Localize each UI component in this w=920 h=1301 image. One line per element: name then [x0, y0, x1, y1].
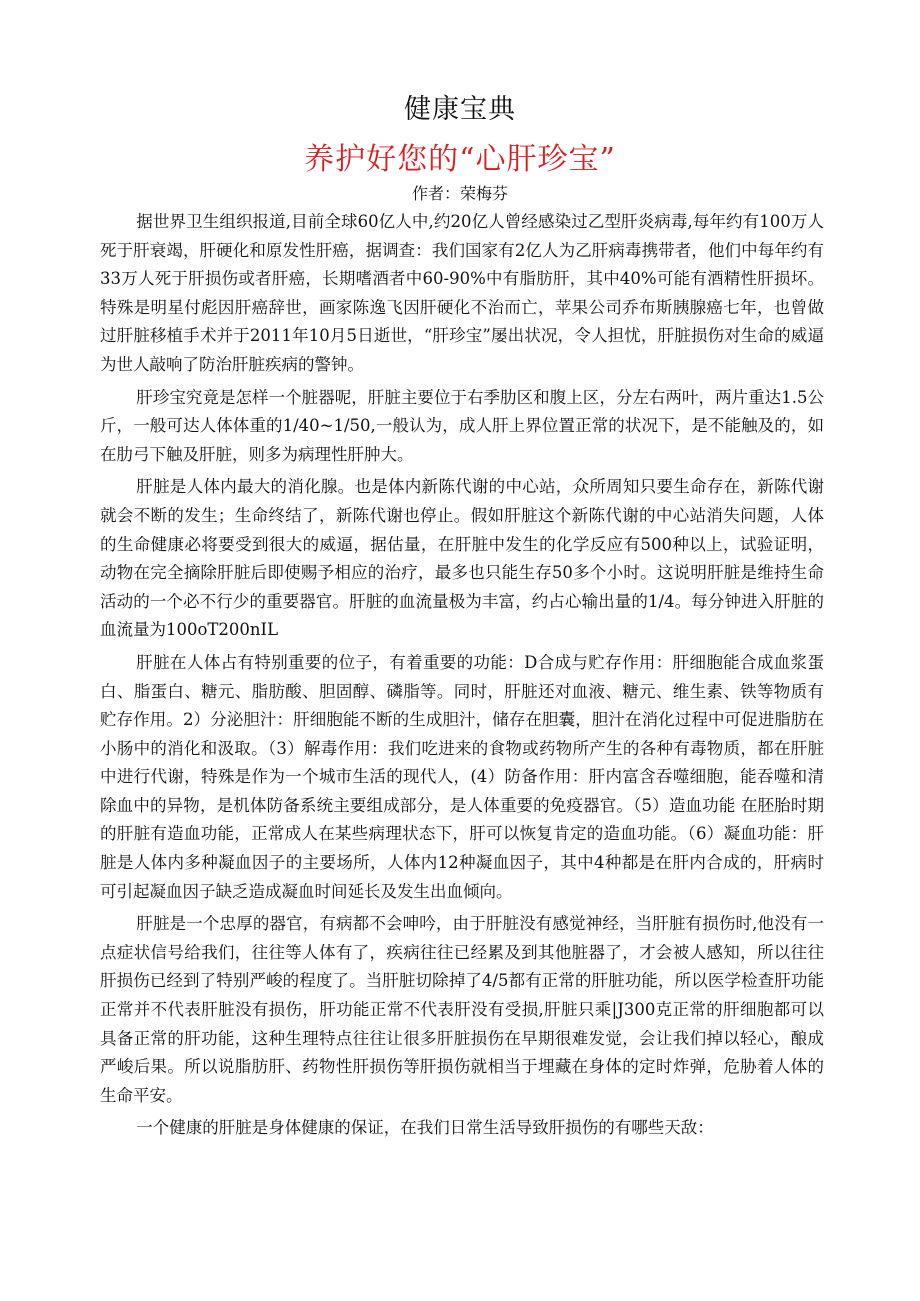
paragraph-liver-enemies: 一个健康的肝脏是身体健康的保证，在我们日常生活导致肝损伤的有哪些天敌：: [136, 1118, 714, 1138]
paragraph-silent-organ: 肝脏是一个忠厚的器官，有病都不会呻吟，由于肝脏没有感觉神经，当肝脏有损伤时,他没有一点症状信号给我们，往往等人体有了，疾病往往已经累及到其他脏器了，才会被人感知，所以往往肝损伤已经到了特别严峻的程度了。当肝脏切除掉了4/5都有正常的肝脏功能，所以医学检查肝功能正常并不代表肝脏没有损伤，肝功能正常不代表肝没有受损,肝脏只乘|J300克正常的肝细胞都可以具备正常的肝功能，这种生理特点往往让很多肝脏损伤在早期很难发觉，会让我们掉以轻心，酿成严峻后果。所以说脂肪肝、药物性肝损伤等肝损伤就相当于埋藏在身体的定时炸弹，危胁着人体的生命平安。: [100, 914, 824, 1105]
author-line: 作者：荣梅芬: [411, 184, 508, 203]
document-subtitle: 养护好您的“心肝珍宝”: [304, 142, 616, 177]
article-body: [100, 208, 824, 1143]
paragraph-liver-functions: 肝脏在人体占有特别重要的位子，有着重要的功能：D合成与贮存作用：肝细胞能合成血浆蛋白、脂蛋白、糖元、脂肪酸、胆固醇、磷脂等。同时，肝脏还对血液、糖元、维生素、铁等物质有贮存作用。2）分泌胆汁：肝细胞能不断的生成胆汁，储存在胆囊，胆汁在消化过程中可促进脂肪在小肠中的消化和汲取。（3）解毒作用：我们吃进来的食物或药物所产生的各种有毒物质，都在肝脏中进行代谢，特殊是作为一个城市生活的现代人，(4）防备作用：肝内富含吞噬细胞，能吞噬和清除血中的异物，是机体防备系统主要组成部分，是人体重要的免疫器官。（5）造血功能 在胚胎时期的肝脏有造血功能，正常成人在某些病理状态下，肝可以恢复肯定的造血功能。（6）凝血功能：肝脏是人体内多种凝血因子的主要场所，人体内12种凝血因子，其中4种都是在肝内合成的，肝病时可引起凝血因子缺乏造成凝血时间延长及发生出血倾向。: [100, 652, 824, 901]
paragraph-intro: 据世界卫生组织报道,目前全球60亿人中,约20亿人曾经感染过乙型肝炎病毒,每年约有100万人死于肝衰竭，肝硬化和原发性肝癌，据调查：我们国家有2亿人为乙肝病毒携带者，他们中每年约有33万人死于肝损伤或者肝癌，长期嗜酒者中60-90%中有脂肪肝，其中40%可能有酒精性肝损坏。特殊是明星付彪因肝癌辞世，画家陈逸飞因肝硬化不治而亡，苹果公司乔布斯胰腺癌七年，也曾做过肝脏移植手术并于2011年10月5日逝世，“肝珍宝”屡出状况，令人担忧，肝脏损伤对生命的威逼为世人敲响了防治肝脏疾病的警钟。: [100, 212, 824, 374]
paragraph-digestive-gland: 肝脏是人体内最大的消化腺。也是体内新陈代谢的中心站，众所周知只要生命存在，新陈代谢就会不断的发生；生命终结了，新陈代谢也停止。假如肝脏这个新陈代谢的中心站消失问题，人体的生命健康必将要受到很大的威逼，据估量，在肝脏中发生的化学反应有500种以上，试验证明，动物在完全摘除肝脏后即使赐予相应的治疗，最多也只能生存50多个小时。这说明肝脏是维持生命活动的一个必不行少的重要器官。肝脏的血流量极为丰富，约占心输出量的1/4。每分钟进入肝脏的血流量为100oT200nIL: [100, 477, 824, 640]
document-title: 健康宝典: [404, 94, 516, 125]
paragraph-liver-location: 肝珍宝究竟是怎样一个脏器呢，肝脏主要位于右季肋区和腹上区，分左右两叶，两片重达1.5公斤，一般可达人体体重的1/40~1/50,一般认为，成人肝上界位置正常的状况下，是不能触及的，如在肋弓下触及肝脏，则多为病理性肝肿大。: [100, 387, 824, 464]
